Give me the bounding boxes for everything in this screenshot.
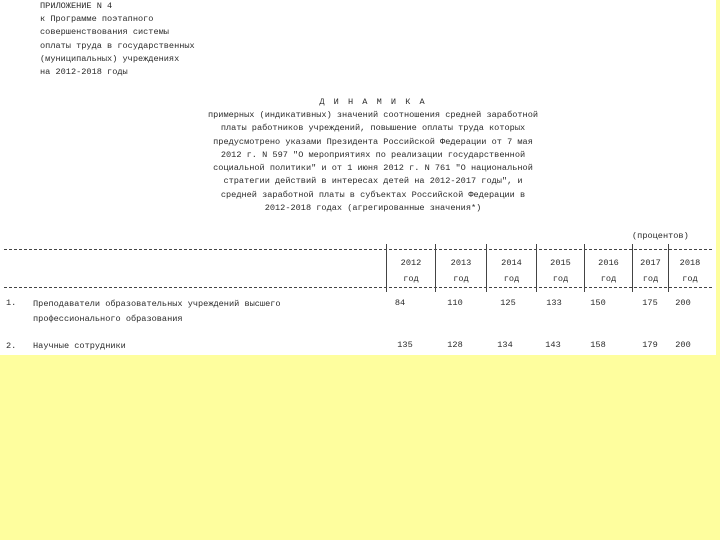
description-line: стратегии действий в интересах детей на 2012-2017 годы", и: [223, 176, 523, 187]
appendix-line: оплаты труда в государственных: [40, 40, 195, 51]
column-divider: [584, 244, 585, 292]
year-header: 2016 год: [598, 258, 619, 284]
description-line: социальной политики" и от 1 июня 2012 г. N 761 "О национальной: [213, 163, 533, 174]
column-divider: [486, 244, 487, 292]
year-header: 2013 год: [450, 258, 472, 284]
year-header: 2017 год: [640, 258, 661, 284]
table-cell: 133: [546, 298, 562, 308]
row-number: 2.: [6, 341, 17, 351]
appendix-line: ПРИЛОЖЕНИЕ N 4: [40, 1, 113, 11]
appendix-line: (муниципальных) учреждениях: [40, 53, 180, 64]
description-line: предусмотрено указами Президента Российской Федерации от 7 мая: [213, 136, 533, 147]
table-top-rule: [4, 249, 712, 250]
table-cell: 158: [590, 340, 606, 350]
table-cell: 200: [675, 340, 691, 350]
appendix-line: к Программе поэтапного: [40, 14, 154, 25]
table-cell: 143: [545, 340, 561, 350]
appendix-line: на 2012-2018 годы: [40, 67, 128, 78]
description-line: 2012-2018 годах (агрегированные значения*): [264, 203, 482, 214]
table-cell: 200: [675, 298, 691, 308]
table-cell: 128: [447, 340, 463, 350]
table-cell: 179: [642, 340, 658, 350]
document-description: [0, 109, 720, 215]
column-divider: [386, 244, 387, 292]
table-cell: 150: [590, 298, 606, 308]
document-title: Д И Н А М И К А: [319, 97, 427, 107]
units-label: (процентов): [632, 231, 689, 241]
row-label: Научные сотрудники: [33, 341, 126, 351]
column-divider: [536, 244, 537, 292]
table-cell: 125: [500, 298, 516, 308]
appendix-line: совершенствования системы: [40, 27, 169, 38]
table-header-rule: [4, 287, 712, 288]
table-cell: 135: [397, 340, 413, 350]
table-cell: 175: [642, 298, 658, 308]
row-number: 1.: [6, 298, 17, 308]
table-cell: 134: [497, 340, 513, 350]
table-cell: 110: [447, 298, 463, 308]
table-cell: 84: [394, 298, 406, 308]
description-line: 2012 г. N 597 "О мероприятиях по реализации государственной: [220, 149, 526, 160]
description-line: примерных (индикативных) значений соотношения средней заработной: [207, 110, 539, 120]
description-line: средней заработной платы в субъектах Российской Федерации в: [220, 189, 526, 200]
year-header: 2015 год: [550, 258, 571, 284]
year-header: 2012 год: [400, 258, 422, 284]
appendix-header: [40, 0, 195, 79]
year-header: 2014 год: [501, 258, 522, 284]
column-divider: [435, 244, 436, 292]
year-header: 2018 год: [679, 258, 701, 284]
row-label: Преподаватели образовательных учреждений высшего профессионального образования: [33, 299, 281, 324]
description-line: платы работников учреждений, повышение оплаты труда которых: [220, 123, 526, 134]
